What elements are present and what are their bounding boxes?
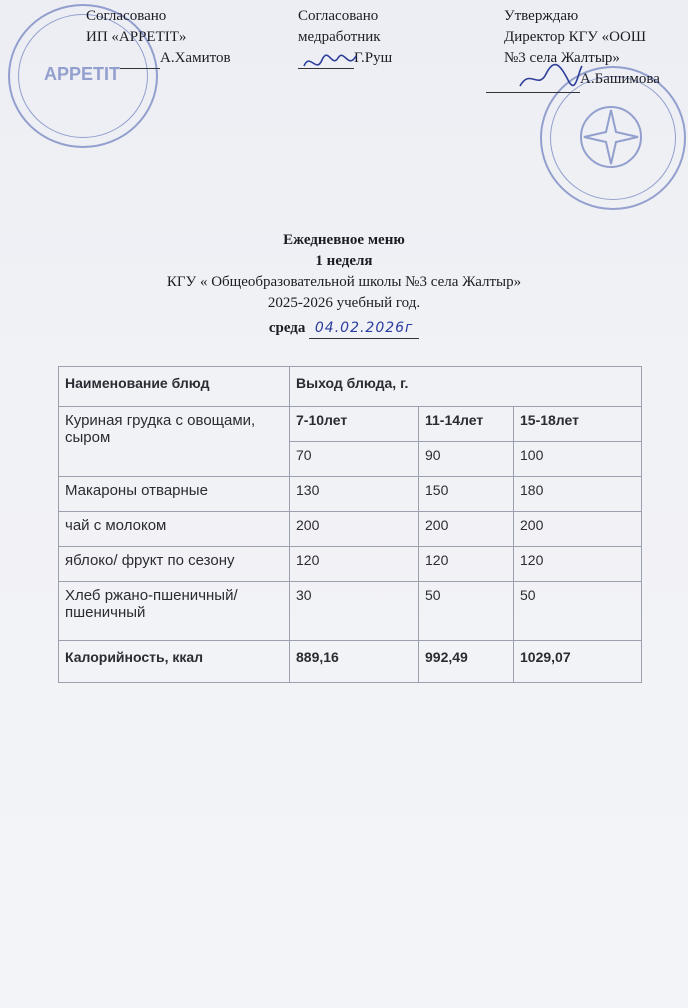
header-left-name: А.Хамитов (160, 50, 231, 66)
portion-value: 150 (419, 477, 514, 512)
dish-name: Хлеб ржано-пшеничный/ пшеничный (59, 582, 290, 641)
table-row (59, 512, 642, 547)
portion-value: 30 (290, 582, 419, 641)
header-right-school: №3 села Жалтыр» (504, 50, 620, 66)
emblem-icon (576, 102, 646, 172)
header-left-agreed: Согласовано (86, 8, 167, 24)
calorie-value: 889,16 (290, 641, 419, 683)
header-output: Выход блюда, г. (290, 367, 642, 407)
week-label: 1 неделя (315, 253, 373, 269)
handwritten-date: 04.02.2026г (309, 318, 419, 339)
director-signature (516, 60, 586, 94)
portion-value: 200 (290, 512, 419, 547)
portion-value: 120 (290, 547, 419, 582)
header-right-position: Директор КГУ «ООШ (504, 29, 646, 45)
portion-value: 100 (514, 442, 642, 477)
dish-name: Куриная грудка с овощами, сыром (59, 407, 290, 477)
dish-name: чай с молоком (59, 512, 290, 547)
portion-value: 120 (514, 547, 642, 582)
header-left-underline (120, 68, 160, 69)
portion-value: 90 (419, 442, 514, 477)
header-middle-name: Г.Руш (354, 50, 393, 66)
age-group: 7-10лет (290, 407, 419, 442)
header-left-block (86, 6, 231, 69)
calorie-label: Калорийность, ккал (59, 641, 290, 683)
portion-value: 200 (419, 512, 514, 547)
stamp-text: APPETIT (44, 64, 121, 84)
portion-value: 130 (290, 477, 419, 512)
header-left-company: ИП «APPETIT» (86, 29, 187, 45)
calorie-row (59, 641, 642, 683)
dish-name: яблоко/ фрукт по сезону (59, 547, 290, 582)
portion-value: 50 (419, 582, 514, 641)
table-row (59, 477, 642, 512)
table-row (59, 582, 642, 641)
dish-name: Макароны отварные (59, 477, 290, 512)
day-label: среда (268, 320, 306, 336)
portion-value: 180 (514, 477, 642, 512)
calorie-value: 992,49 (419, 641, 514, 683)
portion-value: 50 (514, 582, 642, 641)
school-name: КГУ « Общеобразовательной школы №3 села Жалтыр» (166, 274, 522, 290)
header-middle-agreed: Согласовано (298, 8, 379, 24)
menu-title: Ежедневное меню (283, 232, 405, 248)
menu-table (58, 366, 642, 683)
age-group: 15-18лет (514, 407, 642, 442)
portion-value: 120 (419, 547, 514, 582)
header-right-name: А.Башимова (580, 71, 660, 87)
age-group: 11-14лет (419, 407, 514, 442)
table-row (59, 547, 642, 582)
portion-value: 200 (514, 512, 642, 547)
header-right-approve: Утверждаю (504, 8, 579, 24)
table-header-row (59, 367, 642, 407)
table-row (59, 407, 642, 442)
header-dish: Наименование блюд (59, 367, 290, 407)
day-line (0, 318, 688, 339)
school-year: 2025-2026 учебный год. (267, 295, 421, 311)
calorie-value: 1029,07 (514, 641, 642, 683)
header-middle-role: медработник (298, 29, 381, 45)
portion-value: 70 (290, 442, 419, 477)
medic-signature (300, 48, 360, 78)
